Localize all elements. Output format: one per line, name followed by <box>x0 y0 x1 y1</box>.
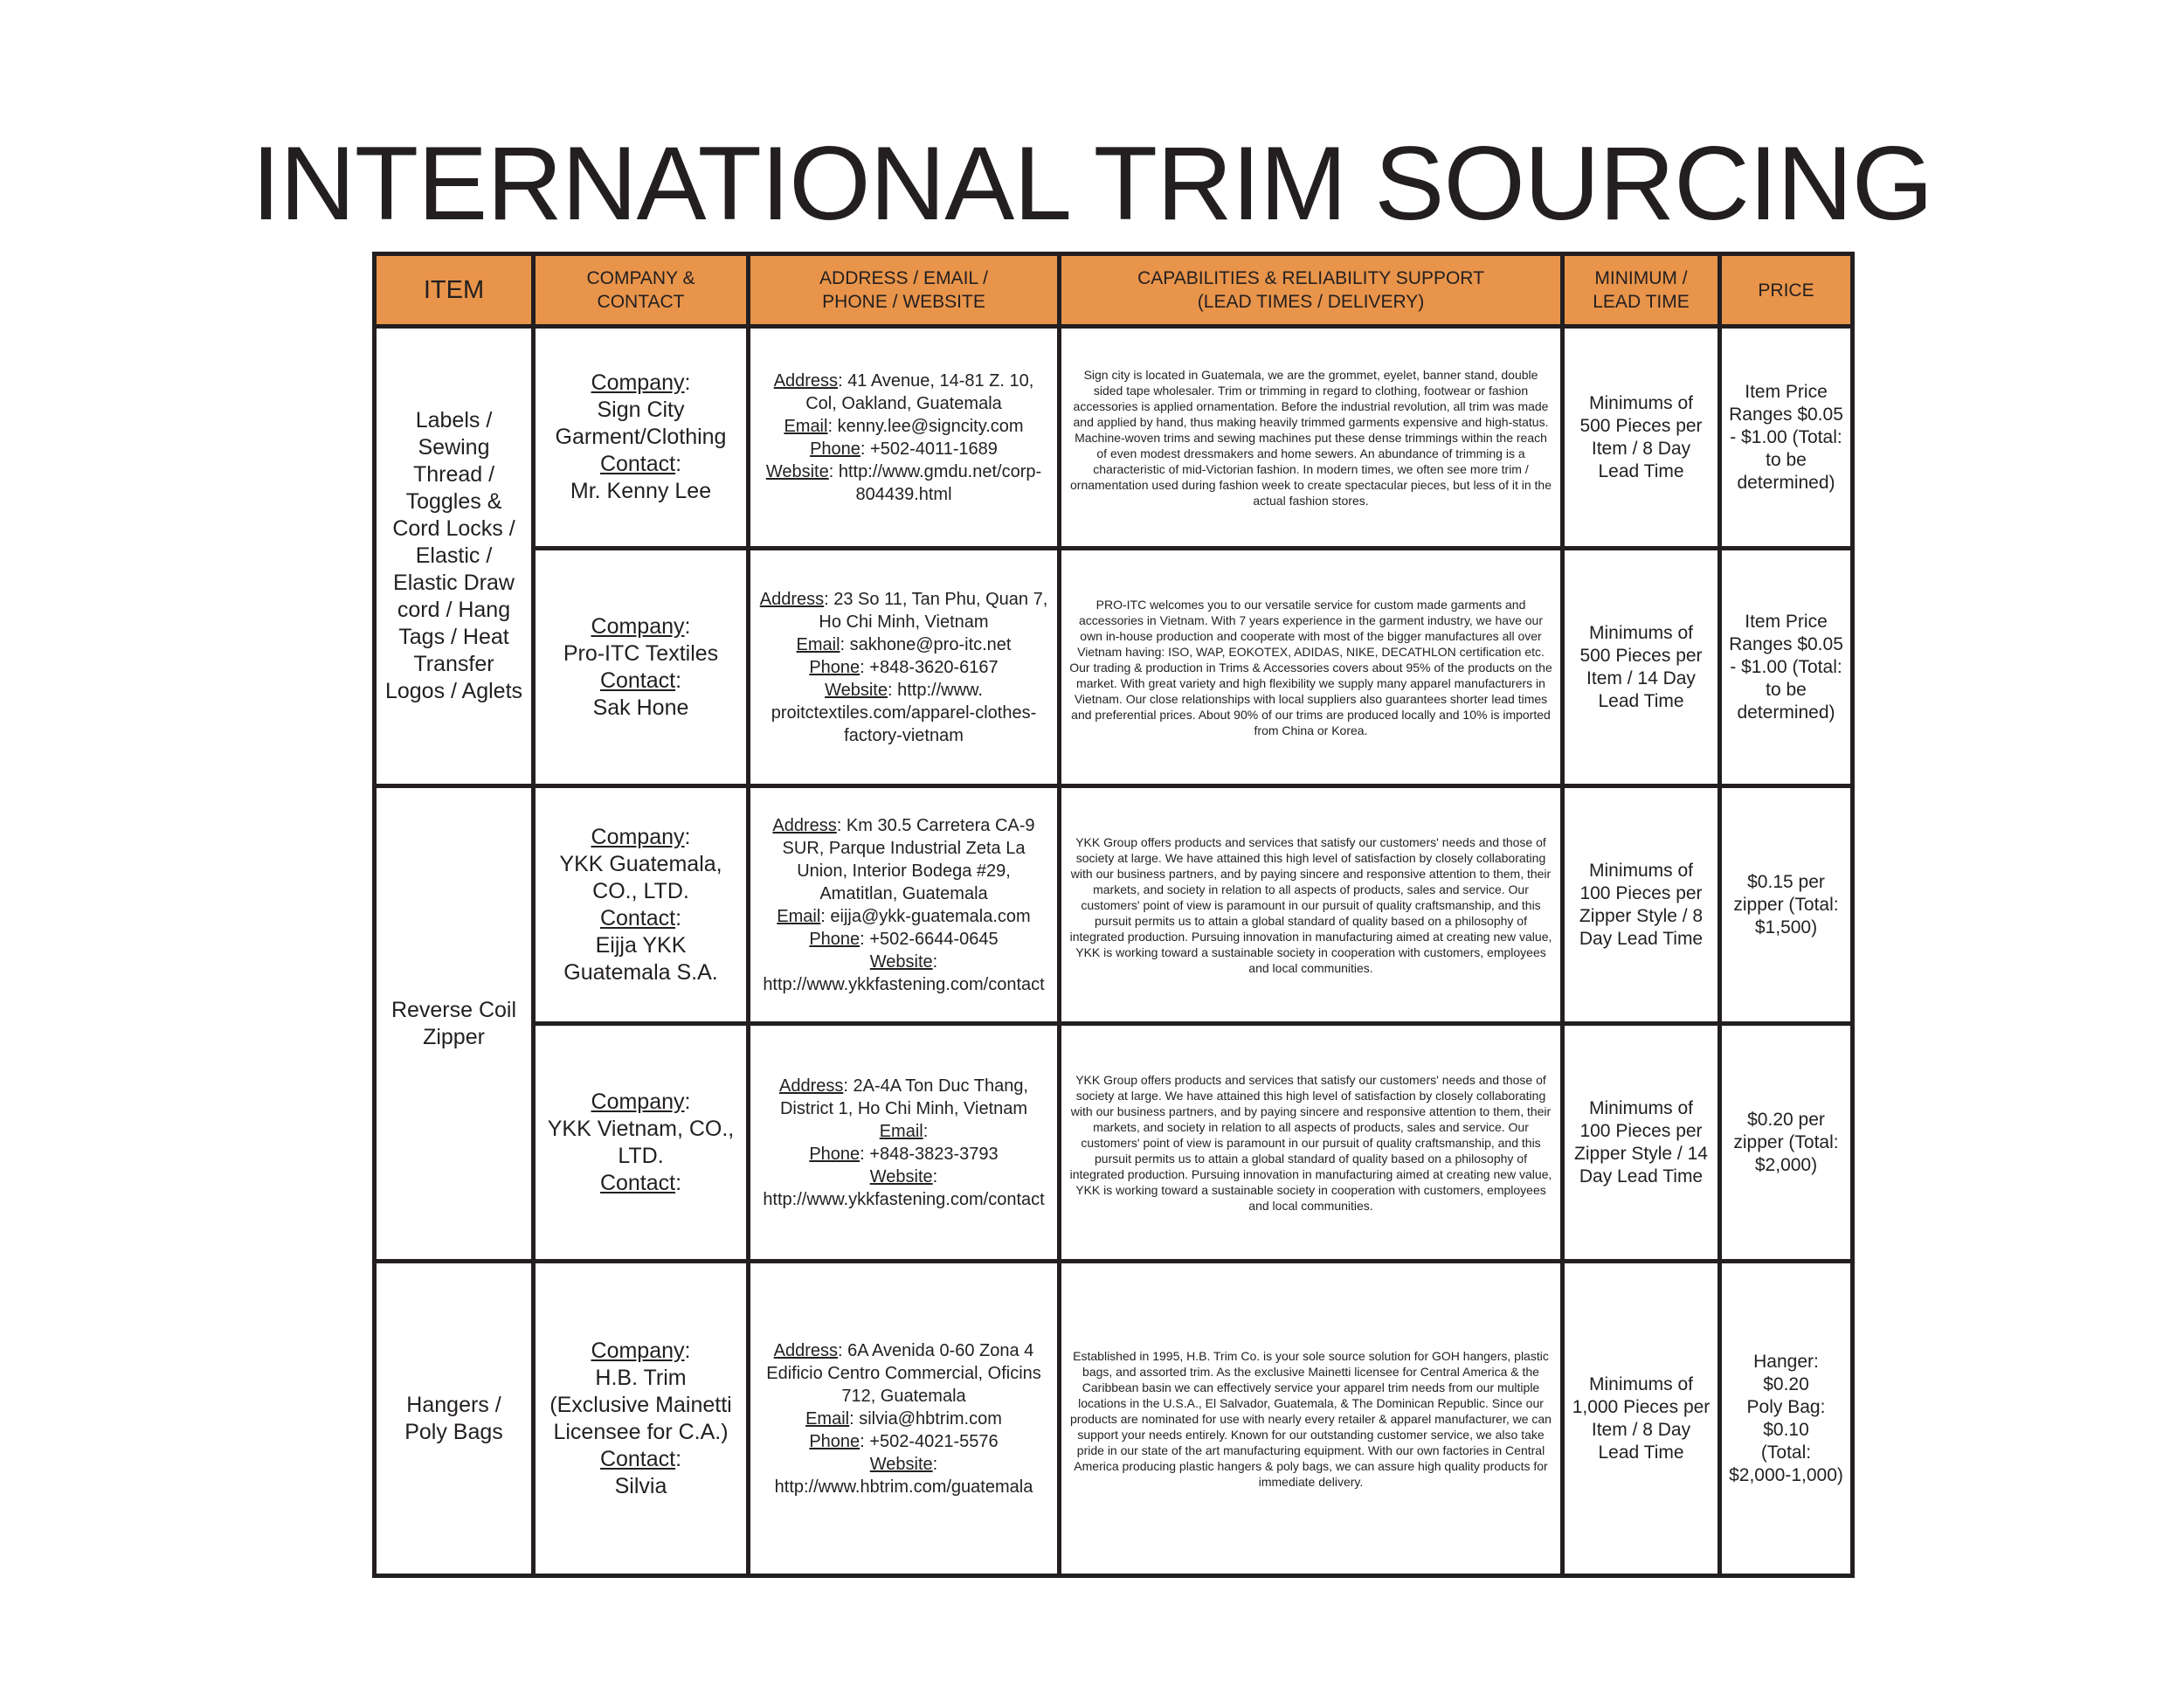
header-minimum-line2: LEAD TIME <box>1593 292 1690 312</box>
phone-label: Phone <box>809 1431 860 1451</box>
phone-label: Phone <box>809 657 860 677</box>
website-value: http://www.ykkfastening.com/contact <box>763 1189 1045 1209</box>
contact-label: Contact <box>599 1170 676 1195</box>
company-label: Company <box>591 824 685 849</box>
item-name: Hangers / Poly Bags <box>375 1262 534 1576</box>
table-row <box>375 549 1853 786</box>
company-cell: Company: Sign City Garment/Clothing Contact: Mr. Kenny Lee <box>534 327 749 549</box>
item-name: Labels / Sewing Thread / Toggles & Cord Locks / Elastic / Elastic Draw cord / Hang Tags / Heat Transfer Logos / Aglets <box>375 327 534 786</box>
phone-value: +848-3823-3793 <box>869 1144 999 1164</box>
address-cell: Address: 23 So 11, Tan Phu, Quan 7, Ho Chi Minh, Vietnam Email: sakhone@pro-itc.net Phone: +848-3620-6167 Website: http://www. proitctextiles.com/apparel-clothes-factory-vietnam <box>749 549 1060 786</box>
header-company-line1: COMPANY & <box>586 268 695 288</box>
item-name: Reverse Coil Zipper <box>375 786 534 1262</box>
email-label: Email <box>805 1408 850 1429</box>
address-value: 41 Avenue, 14-81 Z. 10, Col, Oakland, Guatemala <box>805 370 1034 413</box>
capabilities-text: YKK Group offers products and services that satisfy our customers' needs and those of society at large. We have attained this high level of satisfaction by closely collaborating with our business partners, and by paying sincere and responsive attention to them, their markets, and society in relation to all aspects of products, sales and service. Our customers' point of view is paramount in our pursuit of quality craftsmanship, and this pursuit permits us to attain a global standard of quality based on a philosophy of integrated production. Pursuing innovation in manufacturing aimed at creating new value, YKK is working toward a sustainable society in cooperation with customers, employees and local communities. <box>1060 786 1563 1024</box>
contact-name: Mr. Kenny Lee <box>570 479 712 503</box>
company-name: H.B. Trim (Exclusive Mainetti Licensee for C.A.) <box>549 1365 732 1444</box>
email-label: Email <box>879 1121 923 1141</box>
header-minimum <box>1563 254 1720 327</box>
company-cell: Company: Pro-ITC Textiles Contact: Sak Hone <box>534 549 749 786</box>
contact-label: Contact <box>599 668 676 693</box>
email-value: sakhone@pro-itc.net <box>849 634 1012 654</box>
table-row <box>375 327 1853 549</box>
price-line: $0.20 <box>1763 1373 1809 1394</box>
address-cell: Address: Km 30.5 Carretera CA-9 SUR, Parque Industrial Zeta La Union, Interior Bodega #29, Amatitlan, Guatemala Email: eijja@ykk-guatemala.com Phone: +502-6644-0645 Website: http://www.ykkfastening.com/contact <box>749 786 1060 1024</box>
phone-value: +502-4021-5576 <box>869 1431 999 1451</box>
header-capabilities-line2: (LEAD TIMES / DELIVERY) <box>1197 292 1425 312</box>
company-cell: Company: H.B. Trim (Exclusive Mainetti Licensee for C.A.) Contact: Silvia <box>534 1262 749 1576</box>
phone-value: +502-6644-0645 <box>869 929 999 949</box>
phone-label: Phone <box>809 1144 860 1164</box>
company-name: YKK Guatemala, CO., LTD. <box>559 851 722 903</box>
company-name: Sign City Garment/Clothing <box>555 398 727 449</box>
company-name: Pro-ITC Textiles <box>563 640 719 666</box>
price-value: $0.15 per zipper (Total: $1,500) <box>1720 786 1853 1024</box>
website-value: http://www.gmdu.net/corp-804439.html <box>838 461 1042 504</box>
price-line: $2,000-1,000) <box>1729 1464 1843 1485</box>
capabilities-text: YKK Group offers products and services that satisfy our customers' needs and those of society at large. We have attained this high level of satisfaction by closely collaborating with our business partners, and by paying sincere and responsive attention to them, their markets, and society in relation to all aspects of products, sales and service. Our customers' point of view is paramount in our pursuit of quality craftsmanship, and this pursuit permits us to attain a global standard of quality based on a philosophy of integrated production. Pursuing innovation in manufacturing aimed at creating new value, YKK is working toward a sustainable society in cooperation with customers, employees and local communities. <box>1060 1024 1563 1262</box>
address-cell: Address: 2A-4A Ton Duc Thang, District 1, Ho Chi Minh, Vietnam Email: Phone: +848-3823-3793 Website: http://www.ykkfastening.com/contact <box>749 1024 1060 1262</box>
table-row <box>375 786 1853 1024</box>
header-item: ITEM <box>375 254 534 327</box>
address-value: 6A Avenida 0-60 Zona 4 Edificio Centro Commercial, Oficins 712, Guatemala <box>766 1340 1041 1406</box>
email-label: Email <box>777 906 821 926</box>
website-label: Website <box>825 680 888 700</box>
email-value: kenny.lee@signcity.com <box>837 416 1024 436</box>
header-company-line2: CONTACT <box>597 292 685 312</box>
table-row <box>375 1024 1853 1262</box>
company-label: Company <box>591 1089 685 1114</box>
minimum-lead-time: Minimums of 500 Pieces per Item / 8 Day Lead Time <box>1563 327 1720 549</box>
contact-label: Contact <box>599 905 676 930</box>
contact-name: Silvia <box>614 1473 667 1498</box>
phone-value: +502-4011-1689 <box>870 439 998 459</box>
address-label: Address <box>759 589 825 609</box>
address-value: 2A-4A Ton Duc Thang, District 1, Ho Chi Minh, Vietnam <box>779 1076 1028 1118</box>
address-cell: Address: 41 Avenue, 14-81 Z. 10, Col, Oakland, Guatemala Email: kenny.lee@signcity.com Phone: +502-4011-1689 Website: http://www.gmdu.net/corp-804439.html <box>749 327 1060 549</box>
contact-name: Sak Hone <box>592 695 689 720</box>
address-cell: Address: 6A Avenida 0-60 Zona 4 Edificio Centro Commercial, Oficins 712, Guatemala Email: silvia@hbtrim.com Phone: +502-4021-5576 Website: http://www.hbtrim.com/guatemala <box>749 1262 1060 1576</box>
price-line: (Total: <box>1760 1442 1812 1463</box>
address-label: Address <box>772 815 837 835</box>
phone-label: Phone <box>809 929 860 949</box>
phone-label: Phone <box>810 439 860 459</box>
minimum-lead-time: Minimums of 100 Pieces per Zipper Style / 14 Day Lead Time <box>1563 1024 1720 1262</box>
website-label: Website <box>869 1454 933 1474</box>
email-value: silvia@hbtrim.com <box>859 1408 1002 1429</box>
website-label: Website <box>869 1166 933 1186</box>
minimum-lead-time: Minimums of 100 Pieces per Zipper Style / 8 Day Lead Time <box>1563 786 1720 1024</box>
minimum-lead-time: Minimums of 500 Pieces per Item / 14 Day Lead Time <box>1563 549 1720 786</box>
address-label: Address <box>773 1340 839 1360</box>
email-value: eijja@ykk-guatemala.com <box>830 906 1031 926</box>
address-label: Address <box>773 370 839 391</box>
minimum-lead-time: Minimums of 1,000 Pieces per Item / 8 Day Lead Time <box>1563 1262 1720 1576</box>
address-value: Km 30.5 Carretera CA-9 SUR, Parque Industrial Zeta La Union, Interior Bodega #29, Amatitlan, Guatemala <box>782 815 1035 903</box>
header-capabilities <box>1060 254 1563 327</box>
contact-label: Contact <box>599 1446 676 1471</box>
capabilities-text: Sign city is located in Guatemala, we are the grommet, eyelet, banner stand, double sided tape wholesaler. Trim or trimming in regard to clothing, footwear or fashion accessories is applied ornamentation. Before the industrial revolution, all trim was made and applied by hand, thus making heavily trimmed garments expensive and high-status. Machine-woven trims and sewing machines put these dense trimmings within the reach of even modest dressmakers and home sewers. An abundance of trimming is a characteristic of mid-Victorian fashion. In modern times, we often see more trim / ornamentation used during fashion week to create spectacular pieces, but less of it in the actual fashion stores. <box>1060 327 1563 549</box>
price-line: Poly Bag: <box>1746 1396 1826 1417</box>
capabilities-text: PRO-ITC welcomes you to our versatile service for custom made garments and accessories in Vietnam. With 7 years experience in the garment industry, we have our own in-house production and cooperate with most of the bigger manufactures all over Vietnam having: ISO, WAP, EOKOTEX, ADIDAS, NIKE, DECATHLON certification etc. Our trading & production in Trims & Accessories covers about 95% of the products on the market. With great variety and high flexibility we supply many apparel manufacturers in Vietnam. Our close relationships with local suppliers also guarantees shorter lead times and preferential prices. About 90% of our trims are produced locally and 10% is imported from China or Korea. <box>1060 549 1563 786</box>
address-value: 23 So 11, Tan Phu, Quan 7, Ho Chi Minh, Vietnam <box>819 589 1048 632</box>
header-address-line1: ADDRESS / EMAIL / <box>819 268 988 288</box>
company-name: YKK Vietnam, CO., LTD. <box>547 1116 735 1168</box>
contact-label: Contact <box>599 452 676 476</box>
header-minimum-line1: MINIMUM / <box>1594 268 1688 288</box>
header-address <box>749 254 1060 327</box>
company-cell: Company: YKK Vietnam, CO., LTD. Contact: <box>534 1024 749 1262</box>
page-title: INTERNATIONAL TRIM SOURCING <box>251 125 1933 242</box>
company-label: Company <box>591 613 685 639</box>
price-line: Hanger: <box>1753 1351 1819 1372</box>
price-value: Item Price Ranges $0.05 - $1.00 (Total: to be determined) <box>1720 549 1853 786</box>
company-cell: Company: YKK Guatemala, CO., LTD. Contact: Eijja YKK Guatemala S.A. <box>534 786 749 1024</box>
company-label: Company <box>591 1338 685 1363</box>
website-value: http://www.hbtrim.com/guatemala <box>774 1477 1033 1497</box>
email-label: Email <box>796 634 840 654</box>
website-value: http://www. proitctextiles.com/apparel-clothes-factory-vietnam <box>771 680 1037 745</box>
phone-value: +848-3620-6167 <box>869 657 999 677</box>
address-label: Address <box>778 1076 844 1096</box>
price-value: Item Price Ranges $0.05 - $1.00 (Total: to be determined) <box>1720 327 1853 549</box>
website-label: Website <box>869 951 933 972</box>
contact-name: Eijja YKK Guatemala S.A. <box>563 932 718 985</box>
header-capabilities-line1: CAPABILITIES & RELIABILITY SUPPORT <box>1137 268 1484 288</box>
price-value <box>1720 1262 1853 1576</box>
website-label: Website <box>765 461 829 481</box>
trim-sourcing-table <box>372 252 1855 1578</box>
header-company <box>534 254 749 327</box>
price-line: $0.10 <box>1763 1419 1809 1440</box>
header-row <box>375 254 1853 327</box>
table-row <box>375 1262 1853 1576</box>
header-address-line2: PHONE / WEBSITE <box>822 292 985 312</box>
website-value: http://www.ykkfastening.com/contact <box>763 974 1045 994</box>
capabilities-text: Established in 1995, H.B. Trim Co. is your sole source solution for GOH hangers, plastic bags, and assorted trim. As the exclusive Mainetti licensee for Central America & the Caribbean basin we can effectively service your apparel trim needs from our multiple locations in the U.S.A., El Salvador, Guatemala, & The Dominican Republic. Since our products are nominated for use with nearly every retailer & apparel manufacturer, we can support your needs entirely. Known for our outstanding customer service, we also take pride in our state of the art manufacturing equipment. With our own factories in Central America producing plastic hangers & poly bags, we can assure high quality products for immediate delivery. <box>1060 1262 1563 1576</box>
email-label: Email <box>784 416 828 436</box>
price-value: $0.20 per zipper (Total: $2,000) <box>1720 1024 1853 1262</box>
header-price: PRICE <box>1720 254 1853 327</box>
company-label: Company <box>591 370 685 395</box>
